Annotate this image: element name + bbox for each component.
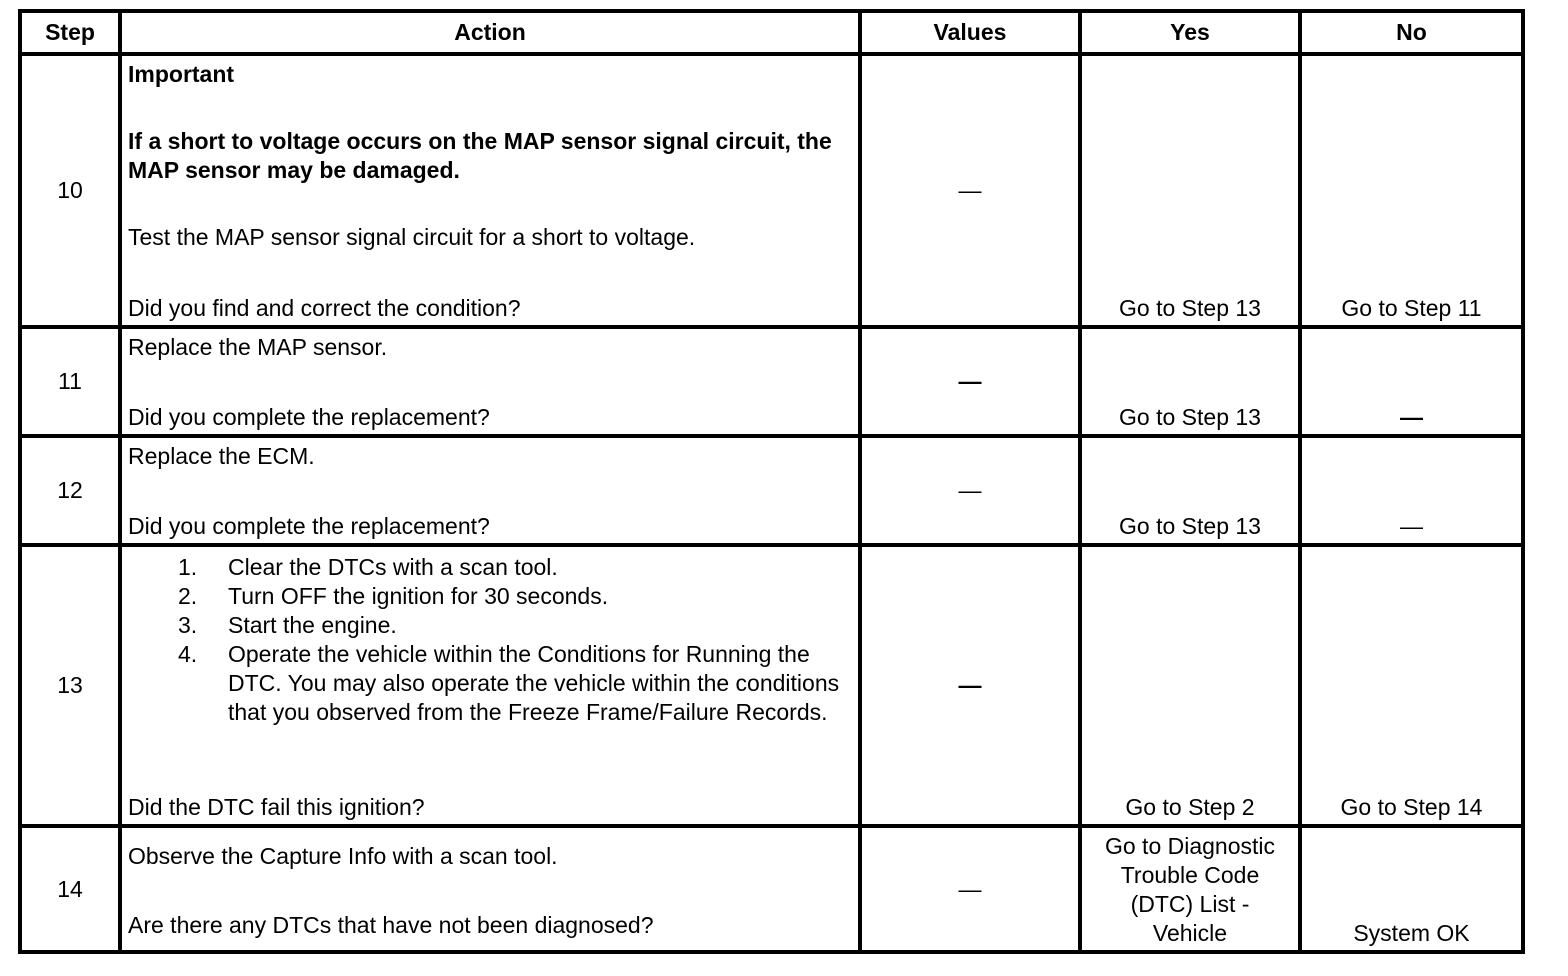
- step-number: 14: [20, 826, 120, 952]
- step-number: 10: [20, 54, 120, 327]
- yes-cell: [1080, 54, 1300, 327]
- question-text: Did you complete the replacement?: [128, 404, 490, 430]
- question-text: Did you complete the replacement?: [128, 513, 490, 539]
- header-values: Values: [860, 11, 1080, 54]
- instruction-text: Observe the Capture Info with a scan tool.: [128, 843, 558, 869]
- list-number: 4.: [178, 641, 198, 667]
- step-number: 13: [20, 545, 120, 826]
- values-cell: —: [860, 327, 1080, 436]
- yes-answer-line: Trouble Code: [1120, 862, 1260, 888]
- list-item: [178, 611, 852, 640]
- no-answer: System OK: [1353, 920, 1470, 946]
- yes-answer: Go to Step 13: [1119, 295, 1261, 321]
- no-answer: —: [1400, 513, 1423, 539]
- table-row: [20, 826, 1523, 952]
- step-number: 11: [20, 327, 120, 436]
- list-number: 1.: [178, 554, 198, 580]
- no-cell: [1300, 826, 1523, 952]
- important-heading: Important: [128, 61, 235, 87]
- list-item: [178, 553, 852, 582]
- action-cell: [120, 327, 860, 436]
- values-cell: —: [860, 826, 1080, 952]
- yes-answer-line: Go to Diagnostic: [1104, 833, 1276, 859]
- list-item: [178, 640, 852, 727]
- procedure-list: [128, 553, 852, 727]
- yes-cell: [1080, 826, 1300, 952]
- question-text: Did you find and correct the condition?: [128, 295, 521, 321]
- action-cell: [120, 54, 860, 327]
- yes-cell: [1080, 327, 1300, 436]
- header-no: No: [1300, 11, 1523, 54]
- values-cell: —: [860, 436, 1080, 545]
- instruction-text: Replace the MAP sensor.: [128, 334, 388, 360]
- header-step: Step: [20, 11, 120, 54]
- no-answer: Go to Step 11: [1341, 295, 1482, 321]
- yes-answer: Go to Step 13: [1119, 404, 1261, 430]
- question-text: Did the DTC fail this ignition?: [128, 794, 425, 820]
- table-row: [20, 436, 1523, 545]
- list-number: 2.: [178, 583, 198, 609]
- list-text: Start the engine.: [228, 612, 397, 638]
- list-text: Clear the DTCs with a scan tool.: [228, 554, 558, 580]
- header-yes: Yes: [1080, 11, 1300, 54]
- action-cell: [120, 436, 860, 545]
- important-note: If a short to voltage occurs on the MAP sensor signal circuit, the MAP sensor may be damaged.: [128, 128, 832, 183]
- no-cell: [1300, 545, 1523, 826]
- header-action: Action: [120, 11, 860, 54]
- yes-answer-line: Vehicle: [1152, 920, 1228, 946]
- no-cell: [1300, 54, 1523, 327]
- action-cell: [120, 545, 860, 826]
- no-answer: Go to Step 14: [1340, 794, 1483, 820]
- header-row: [20, 11, 1523, 54]
- diagnostic-table: [18, 9, 1525, 954]
- list-number: 3.: [178, 612, 198, 638]
- step-number: 12: [20, 436, 120, 545]
- instruction-text: Replace the ECM.: [128, 443, 315, 469]
- question-text: Are there any DTCs that have not been diagnosed?: [128, 912, 654, 938]
- values-cell: —: [860, 54, 1080, 327]
- list-text: Turn OFF the ignition for 30 seconds.: [228, 583, 609, 609]
- table-row: [20, 545, 1523, 826]
- table-row: [20, 327, 1523, 436]
- yes-cell: [1080, 545, 1300, 826]
- no-cell: [1300, 436, 1523, 545]
- no-cell: [1300, 327, 1523, 436]
- yes-cell: [1080, 436, 1300, 545]
- list-item: [178, 582, 852, 611]
- yes-answer-line: (DTC) List -: [1130, 891, 1250, 917]
- list-text: Operate the vehicle within the Conditions for Running the DTC. You may also operate the vehicle within the conditions that you observed from the Freeze Frame/Failure Records.: [228, 641, 840, 725]
- yes-answer: Go to Step 13: [1119, 513, 1261, 539]
- instruction-text: Test the MAP sensor signal circuit for a short to voltage.: [128, 224, 696, 250]
- table-row: [20, 54, 1523, 327]
- yes-answer: Go to Step 2: [1125, 794, 1255, 820]
- yes-answer[interactable]: [1082, 832, 1298, 948]
- no-answer: —: [1400, 404, 1423, 430]
- action-cell: [120, 826, 860, 952]
- values-cell: —: [860, 545, 1080, 826]
